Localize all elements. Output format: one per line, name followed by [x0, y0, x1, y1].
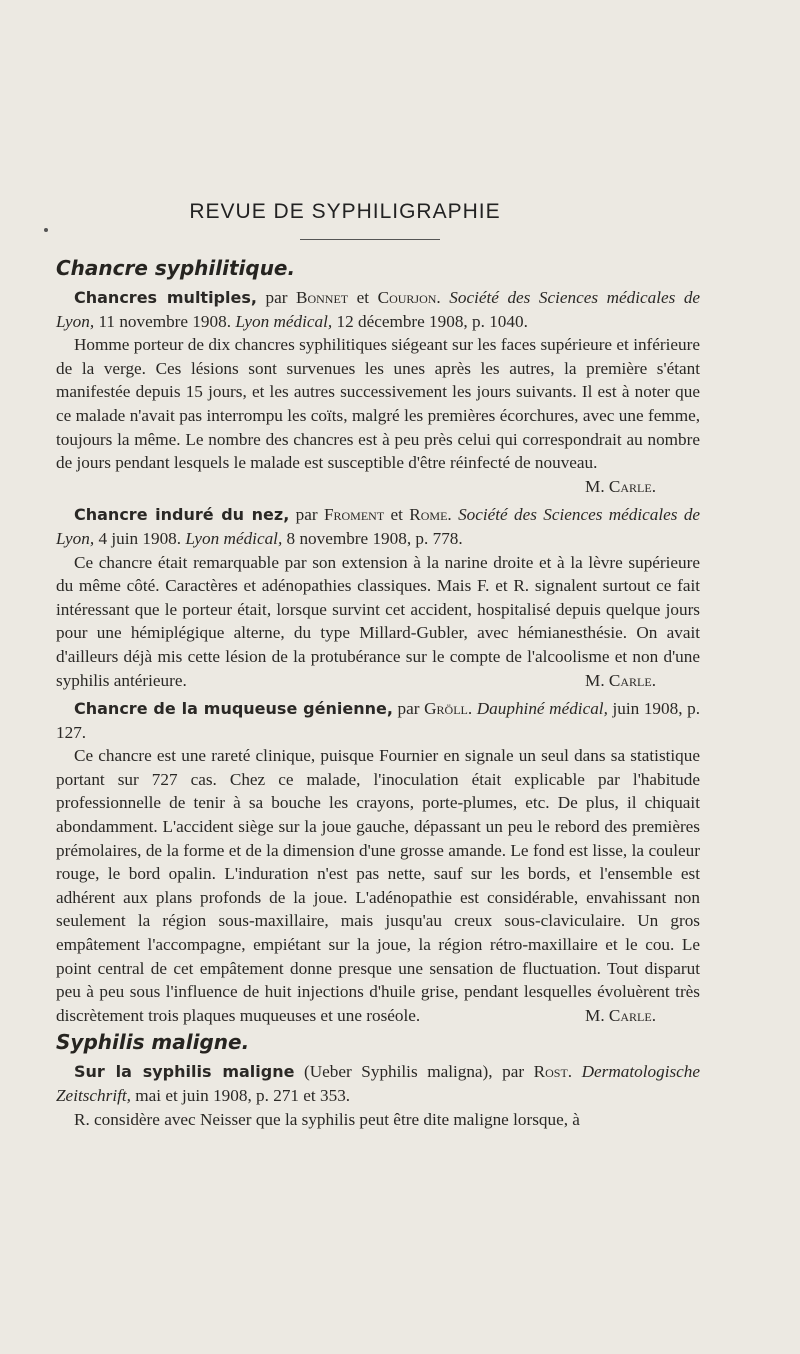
article-title: Sur la syphilis maligne: [74, 1062, 295, 1082]
article-reference: [56, 1060, 700, 1107]
author-name: Froment: [323, 505, 385, 525]
ref-par: par: [265, 288, 288, 307]
section-heading-syphilis-maligne: Syphilis maligne.: [56, 1030, 250, 1055]
journal-name: Dermatologische Zeitschrift,: [56, 1062, 701, 1105]
article-paragraph: R. considère avec Neisser que la syphilis peut être dite maligne lorsque, à: [74, 1109, 580, 1129]
article-title: Chancre induré du nez,: [74, 505, 290, 525]
article-reference: [56, 503, 700, 550]
article-title: Chancres multiples,: [74, 288, 257, 307]
ref-date: 4 juin 1908.: [98, 528, 182, 548]
article-title: Chancre de la muqueuse génienne,: [74, 699, 393, 719]
article-text: [56, 744, 700, 1027]
ref-citation: 8 novembre 1908, p. 778.: [286, 528, 463, 548]
article-subtitle: (Ueber Syphilis maligna), par: [304, 1062, 525, 1082]
ref-citation: mai et juin 1908, p. 271 et 353.: [135, 1086, 351, 1105]
author-name: Courjon.: [377, 288, 441, 307]
author-name: Rome.: [409, 505, 452, 525]
ink-dot: [44, 228, 48, 232]
journal-name: Société des Sciences médicales de Lyon,: [56, 288, 701, 331]
article-paragraph: Ce chancre était remarquable par son extension à la narine droite et à la lèvre supérieure du même côté. Caractères et adénopathies classiques. Mais F. et R. signalent surtout ce fait intéressant que le porteur était, lorsque survint cet accident, hospitalisé depuis quelque jours pour une hémiplégique alterne, du type Millard-Gubler, avec hémianesthésie. On avait d'ailleurs déjà mis cette lésion de la protubérance sur le compte de l'alcoolisme et non d'une syphilis antérieure.: [56, 552, 700, 690]
journal-name: Société des Sciences médicales de Lyon,: [56, 505, 701, 548]
signature: M. Carle.: [585, 670, 656, 690]
ref-et: et: [356, 288, 370, 307]
ref-par: par: [295, 505, 318, 525]
article-body: [56, 255, 700, 1131]
section-heading-chancre: Chancre syphilitique.: [56, 256, 296, 280]
page-title: REVUE DE SYPHILIGRAPHIE: [189, 200, 501, 223]
ref-par: par: [397, 699, 420, 719]
author-name: Bonnet: [296, 288, 349, 307]
ref-date: 11 novembre 1908.: [98, 311, 232, 331]
article-text: [56, 1108, 700, 1132]
article-text: [56, 333, 700, 498]
author-name: Rost.: [533, 1062, 573, 1082]
signature: M. Carle.: [585, 1005, 656, 1025]
article-paragraph: Homme porteur de dix chancres syphilitiques siégeant sur les faces supérieure et inférieure de la verge. Ces lésions sont survenues les unes après les autres, la première s'étant manifestée depuis 15 jours, et les autres successivement les jours suivants. Il est à noter que ce malade n'avait pas interrompu les coïts, malgré les premières écorchures, avec une femme, toujours la même. Le nombre des chancres est à peu près celui qui correspondrait au nombre de jours pendant lesquels le malade est susceptible d'être réinfecté de nouveau.: [56, 335, 700, 473]
journal-name: Dauphiné médical,: [476, 699, 608, 719]
article-reference: [56, 286, 700, 333]
signature: M. Carle.: [585, 476, 656, 496]
ref-citation: juin 1908, p. 127.: [56, 699, 701, 742]
article-text: [56, 551, 700, 693]
author-name: Gröll.: [424, 699, 473, 719]
ref-citation: 12 décembre 1908, p. 1040.: [336, 311, 528, 331]
journal-name: Lyon médical,: [235, 311, 333, 331]
article-paragraph: Ce chancre est une rareté clinique, puisque Fournier en signale un seul dans sa statistique portant sur 727 cas. Chez ce malade, l'inoculation était explicable par l'habitude professionnelle de tenir à sa bouche les crayons, porte-plumes, etc. De plus, il chiquait abondamment. L'accident siège sur la joue gauche, dépassant un peu le rebord des premières prémolaires, de la forme et de la dimension d'une grosse amande. Le fond est lisse, la couleur rouge, le bord opalin. L'induration n'est pas nette, sauf sur les bords, et l'ensemble est adhérent aux plans profonds de la joue. L'adénopathie est considérable, envahissant non seulement la région sous-maxillaire, mais jusqu'au creux sous-claviculaire. Un gros empâtement l'accompagne, empiétant sur la joue, la région rétro-maxillaire et le cou. Le point central de cet empâtement donne presque une sensation de fluctuation. Tout disparut peu à peu sous l'influence de huit injections d'huile grise, pendant lesquelles évoluèrent très discrètement trois plaques muqueuses et une roséole.: [56, 746, 700, 1025]
ref-et: et: [390, 505, 403, 525]
article-reference: [56, 697, 700, 744]
journal-name: Lyon médical,: [185, 528, 283, 548]
title-rule: [300, 239, 440, 240]
